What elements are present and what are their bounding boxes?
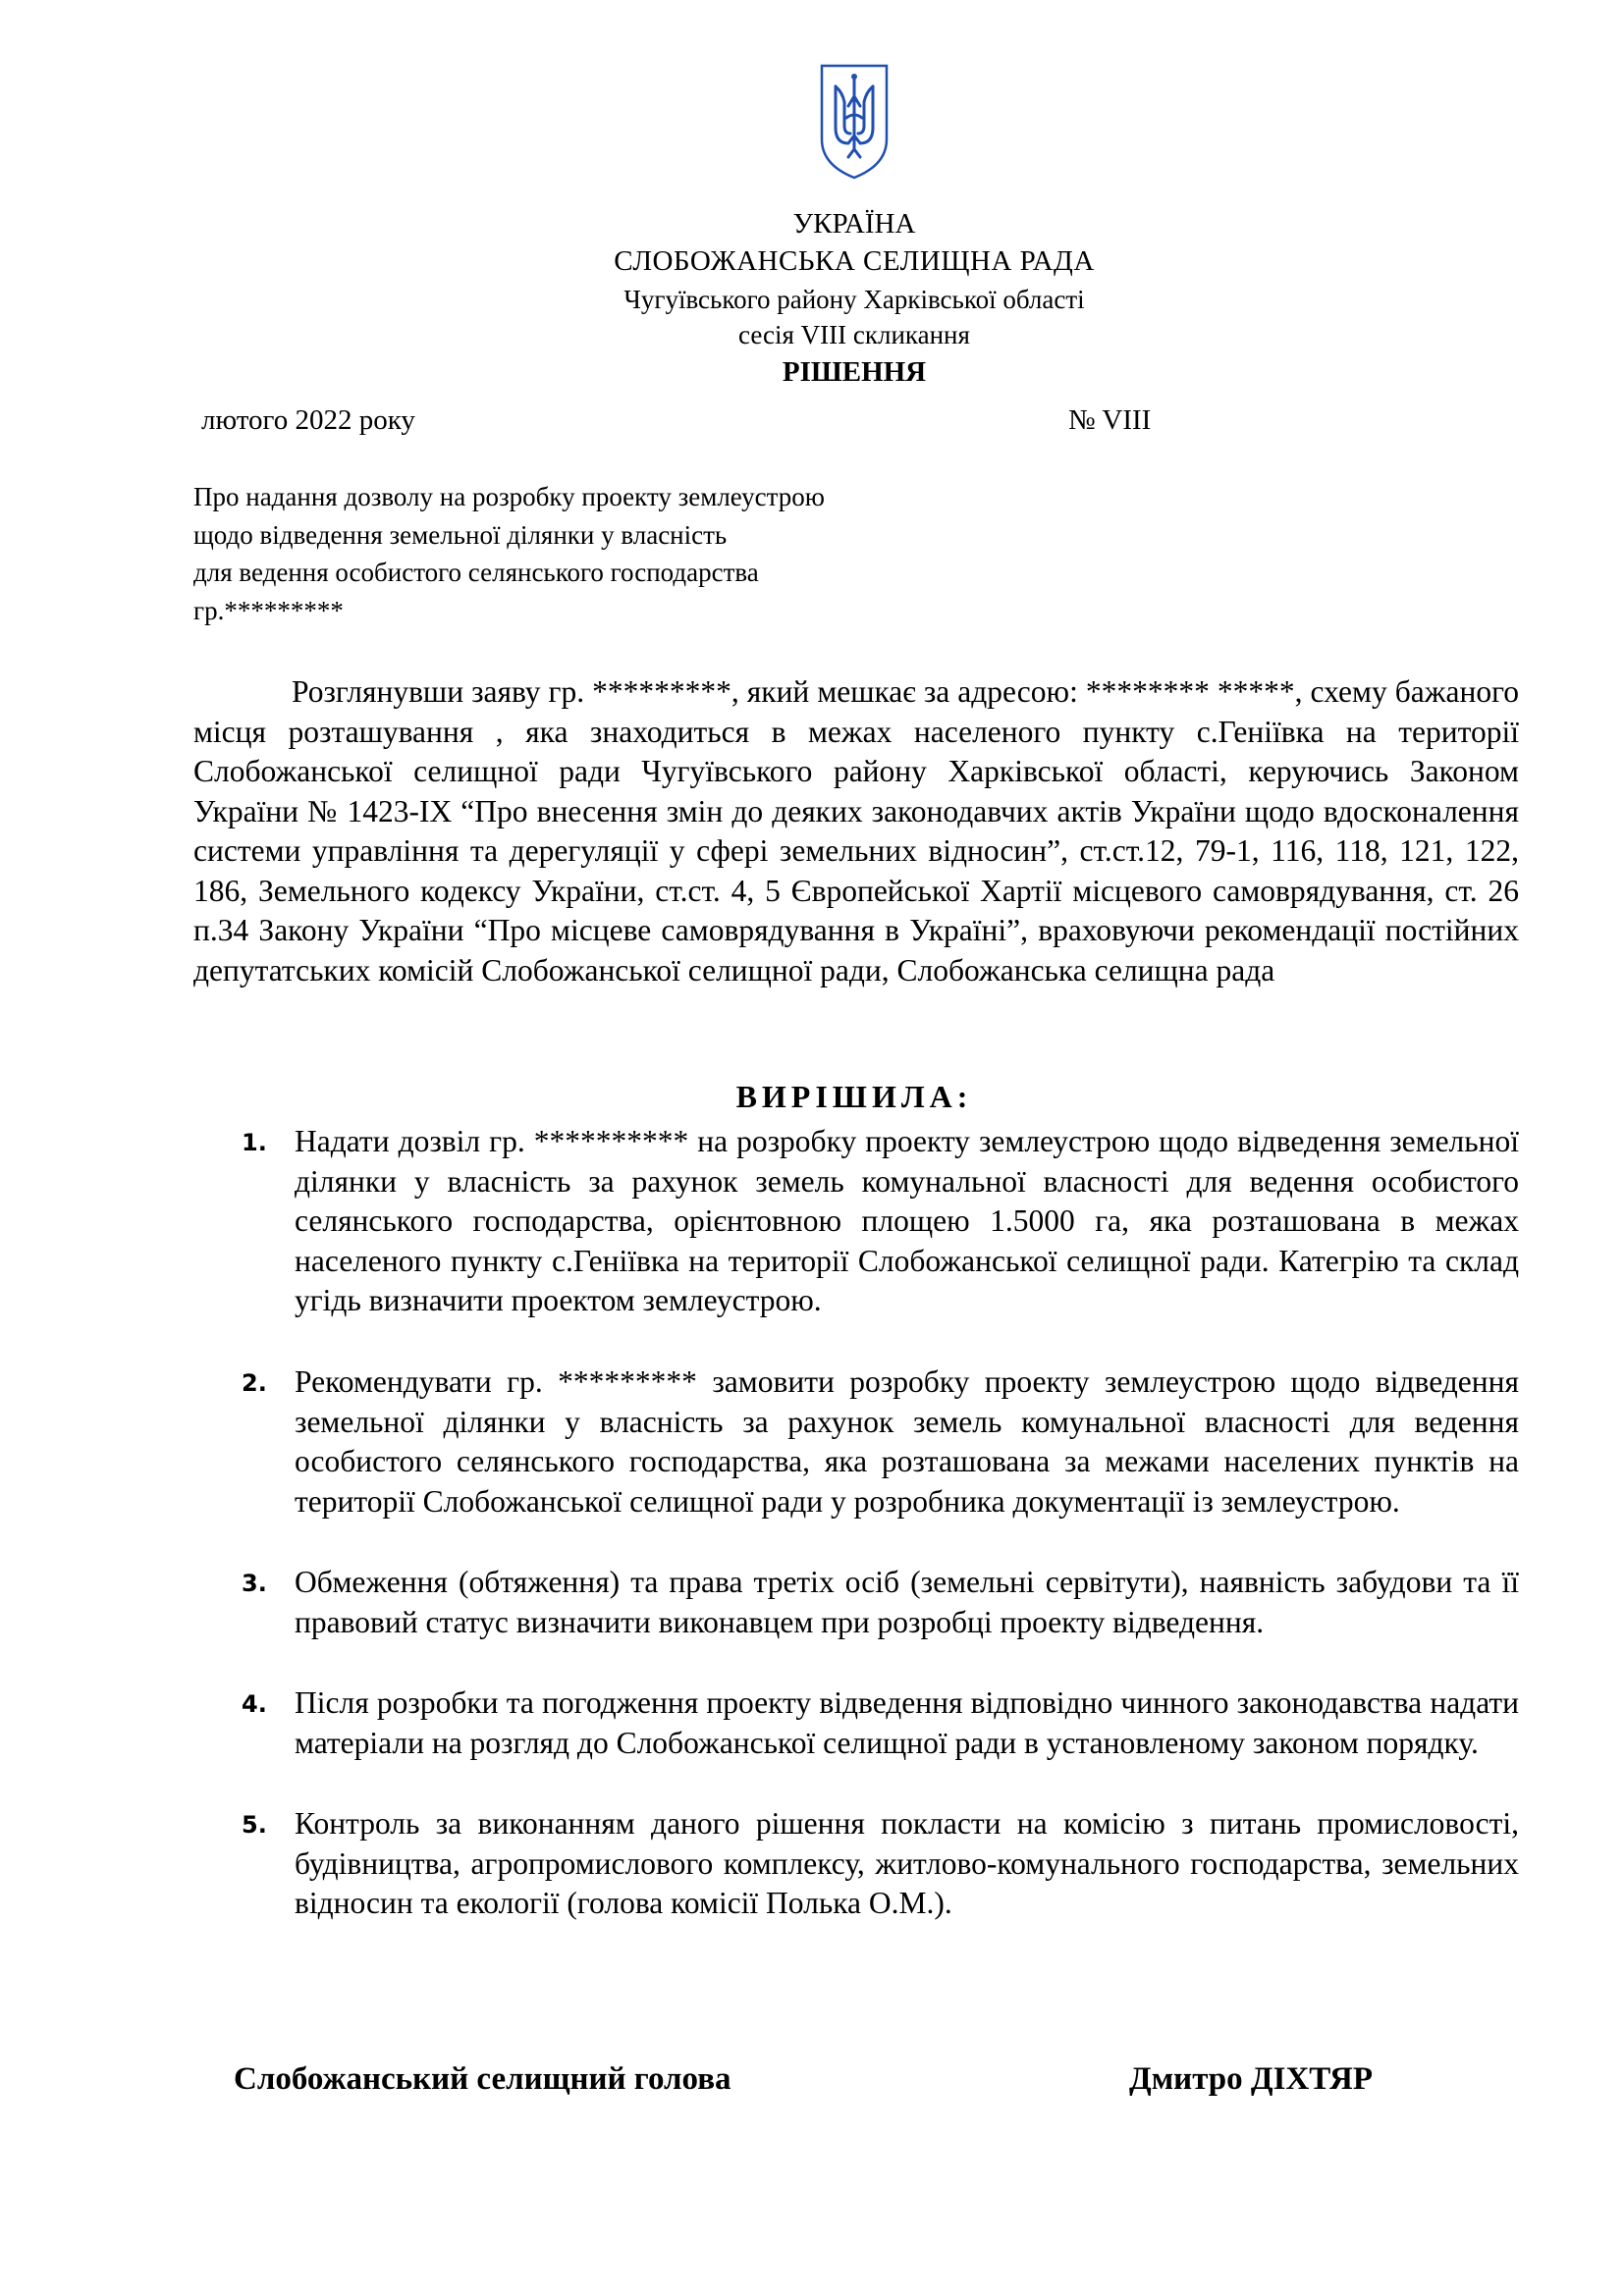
- resolution-item: Після розробки та погодження проекту відведення відповідно чинного законодавства надати матеріали на розгляд до Слобожанської селищної ради в установленому законом порядку.: [295, 1685, 1519, 1760]
- preamble-paragraph: Розглянувши заяву гр. *********, який мешкає за адресою: ******** *****, схему бажаного місця розташування , яка знаходиться в межах населеного пункту с.Геніївка на території Слобожанської селищної ради Чугуївського району Харківської області, керуючись Законом України № 1423-ІХ “Про внесення змін до деяких законодавчих актів України щодо вдосконалення системи управління та дерегуляції у сфері земельних відносин”, ст.ст.12, 79-1, 116, 118, 121, 122, 186, Земельного кодексу України, ст.ст. 4, 5 Європейської Хартії місцевого самоврядування, ст. 26 п.34 Закону України “Про місцеве самоврядування в Україні”, враховуючи рекомендації постійних депутатських комісій Слобожанської селищної ради, Слобожанська селищна рада: [193, 674, 1519, 988]
- decision-date: лютого 2022 року: [201, 404, 415, 436]
- resolved-heading: ВИРІШИЛА:: [735, 1079, 973, 1114]
- resolution-item: Рекомендувати гр. ********* замовити розробку проекту землеустрою щодо відведення земельної ділянки у власність за рахунок земель комунальної власності для ведення особистого селянського господарства, яка розташована за межами населених пунктів на території Слобожанської селищної ради у розробника документації із землеустрою.: [295, 1364, 1519, 1519]
- item-number: 3.: [242, 1570, 267, 1597]
- subject-line: гр.*********: [193, 595, 344, 625]
- signatory-title: Слобожанський селищний голова: [234, 2061, 731, 2097]
- subject-line: щодо відведення земельної ділянки у власність: [193, 519, 728, 550]
- item-number: 4.: [242, 1690, 267, 1718]
- resolution-item: Обмеження (обтяження) та права третіх осіб (земельні сервітути), наявність забудови та її правовий статус визначити виконавцем при розробці проекту відведення.: [295, 1565, 1519, 1639]
- subject-line: Про надання дозволу на розробку проекту землеустрою: [193, 482, 825, 511]
- decision-number: № VIII: [1068, 404, 1152, 436]
- item-number: 1.: [242, 1129, 267, 1156]
- resolution-item: Надати дозвіл гр. ********** на розробку проекту землеустрою щодо відведення земельної ділянки у власність за рахунок земель комунальної власності для ведення особистого селянського господарства, орієнтовною площею 1.5000 га, яка розташована в межах населеного пункту с.Геніївка на території Слобожанської селищної ради. Категрію та склад угідь визначити проектом землеустрою.: [295, 1124, 1519, 1317]
- resolution-item: Контроль за виконанням даного рішення покласти на комісію з питань промисловості, будівництва, агропромислового комплексу, житлово-комунального господарства, земельних відносин та екології (голова комісії Полька О.М.).: [295, 1806, 1519, 1920]
- document-type-title: РІШЕННЯ: [782, 356, 927, 388]
- header-country: УКРАЇНА: [792, 208, 916, 240]
- header-district: Чугуївського району Харківської області: [623, 285, 1085, 314]
- header-session: сесія VIII скликання: [738, 320, 970, 349]
- subject-line: для ведення особистого селянського господарства: [193, 558, 759, 587]
- item-number: 5.: [242, 1811, 267, 1839]
- header-council: СЛОБОЖАНСЬКА СЕЛИЩНА РАДА: [614, 245, 1095, 277]
- item-number: 2.: [242, 1369, 267, 1397]
- signatory-name: Дмитро ДІХТЯР: [1129, 2061, 1374, 2097]
